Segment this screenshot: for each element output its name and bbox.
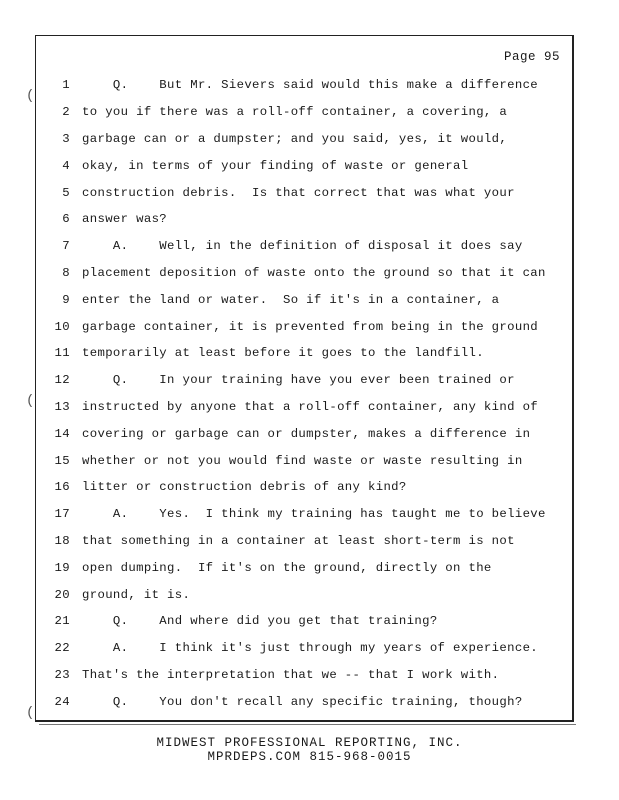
transcript-line [36,581,572,608]
line-text: temporarily at least before it goes to the landfill. [82,346,484,361]
footer-company: MIDWEST PROFESSIONAL REPORTING, INC. [156,736,463,750]
line-text: that something in a container at least short-term is not [82,533,515,548]
transcript-line [36,394,572,421]
line-number: 3 [62,131,70,146]
line-number: 12 [54,373,70,388]
line-text: A. Yes. I think my training has taught me to believe [82,507,546,522]
transcript-line [36,635,572,662]
line-text: instructed by anyone that a roll-off container, any kind of [82,399,539,414]
line-text: construction debris. Is that correct that was what your [82,185,515,200]
transcript-page-frame [35,35,574,722]
page-number: Page 95 [503,50,560,64]
line-number: 16 [54,480,70,495]
line-text: covering or garbage can or dumpster, makes a difference in [82,426,531,441]
line-number: 9 [62,292,70,307]
line-number: 4 [62,158,70,173]
transcript-lines [36,72,572,715]
line-number: 21 [54,614,70,629]
line-text: whether or not you would find waste or waste resulting in [82,453,523,468]
transcript-line [36,474,572,501]
transcript-line [36,126,572,153]
line-text: answer was? [82,212,168,227]
binder-hole-mark: ( [26,705,35,721]
binder-hole-mark: ( [26,393,35,409]
transcript-line [36,313,572,340]
line-number: 14 [54,426,70,441]
line-text: Q. But Mr. Sievers said would this make a difference [82,78,539,93]
line-number: 15 [54,453,70,468]
line-text: ground, it is. [82,587,191,602]
line-number: 1 [62,78,70,93]
transcript-line [36,260,572,287]
line-number: 23 [54,667,70,682]
line-text: litter or construction debris of any kind? [82,480,407,495]
line-number: 2 [62,105,70,120]
transcript-line [36,340,572,367]
transcript-line [36,420,572,447]
transcript-line [36,99,572,126]
line-number: 13 [54,399,70,414]
line-number: 17 [54,507,70,522]
frame-shadow [39,721,576,725]
line-text: placement deposition of waste onto the ground so that it can [82,265,546,280]
line-number: 22 [54,641,70,656]
transcript-line [36,608,572,635]
line-number: 11 [54,346,70,361]
line-text: That's the interpretation that we -- that I work with. [82,667,500,682]
transcript-line [36,72,572,99]
line-text: open dumping. If it's on the ground, directly on the [82,560,492,575]
line-text: A. Well, in the definition of disposal it does say [82,239,523,254]
transcript-line [36,179,572,206]
transcript-line [36,447,572,474]
transcript-line [36,501,572,528]
line-text: A. I think it's just through my years of experience. [82,641,539,656]
transcript-line [36,286,572,313]
line-number: 5 [62,185,70,200]
transcript-line [36,528,572,555]
binder-hole-mark: ( [26,88,35,104]
line-text: okay, in terms of your finding of waste or general [82,158,469,173]
transcript-line [36,206,572,233]
transcript-line [36,367,572,394]
transcript-line [36,554,572,581]
line-number: 18 [54,533,70,548]
line-number: 7 [62,239,70,254]
transcript-line [36,152,572,179]
line-number: 24 [54,694,70,709]
transcript-line [36,233,572,260]
line-number: 10 [54,319,70,334]
footer-contact: MPRDEPS.COM 815-968-0015 [207,750,412,764]
line-text: garbage container, it is prevented from being in the ground [82,319,539,334]
line-text: Q. In your training have you ever been trained or [82,373,515,388]
line-number: 6 [62,212,70,227]
line-number: 19 [54,560,70,575]
line-text: to you if there was a roll-off container, a covering, a [82,105,508,120]
transcript-line [36,688,572,715]
line-number: 8 [62,265,70,280]
transcript-line [36,662,572,689]
line-text: Q. You don't recall any specific training, though? [82,694,523,709]
line-number: 20 [54,587,70,602]
line-text: enter the land or water. So if it's in a container, a [82,292,500,307]
line-text: garbage can or a dumpster; and you said, yes, it would, [82,131,508,146]
line-text: Q. And where did you get that training? [82,614,438,629]
